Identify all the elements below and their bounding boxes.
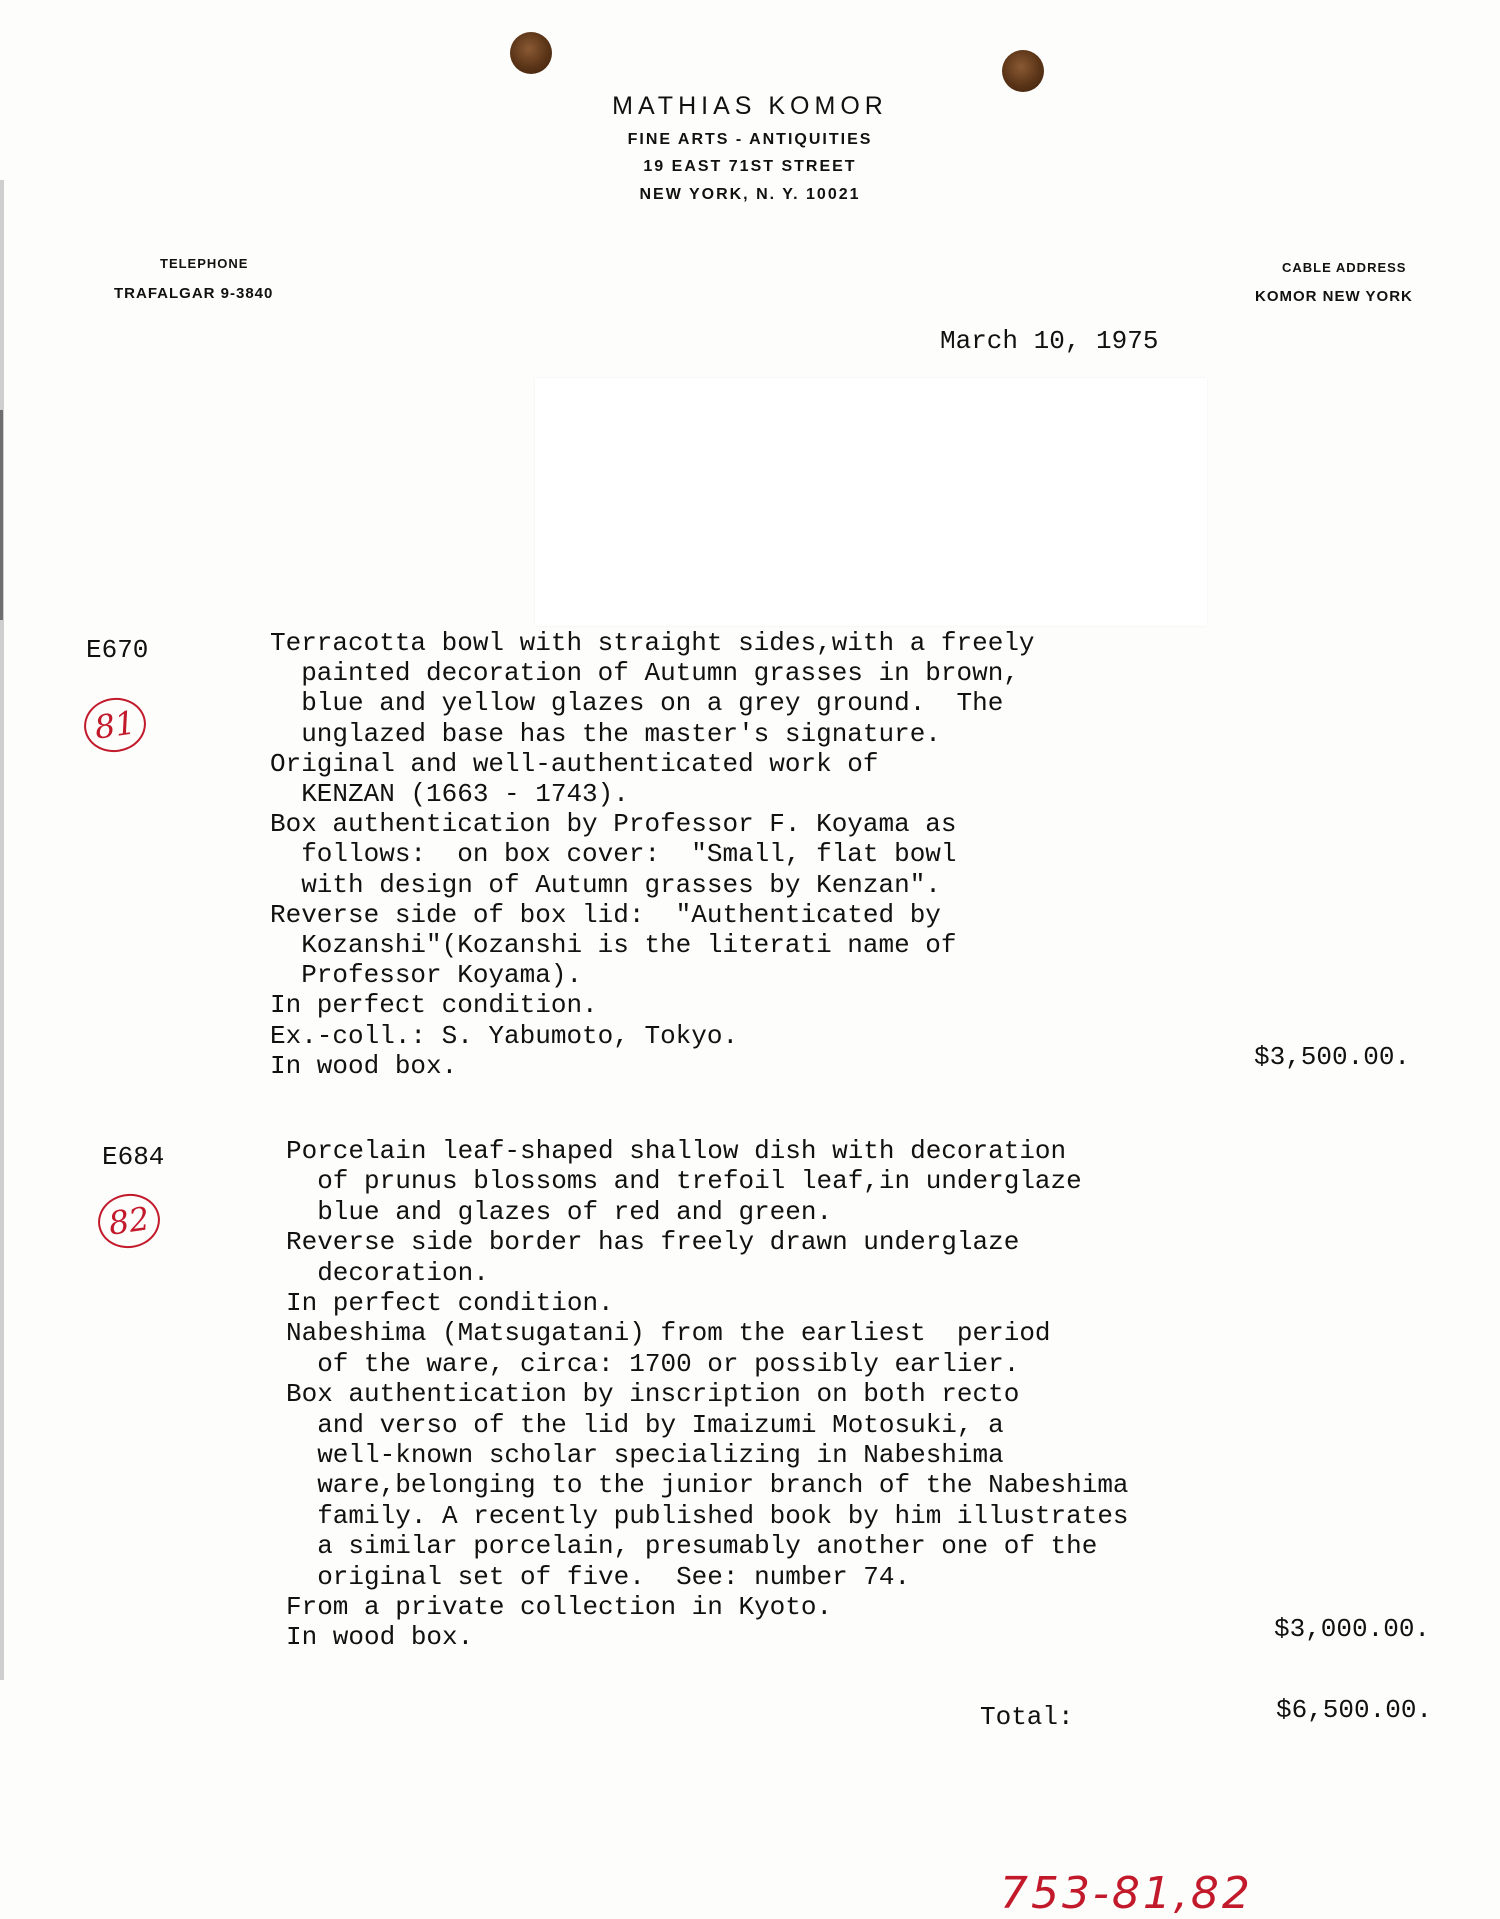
item-description-line: original set of five. See: number 74.	[286, 1561, 911, 1592]
item-description-line: Kozanshi"(Kozanshi is the literati name of	[270, 930, 957, 960]
letterhead-line3: NEW YORK, N. Y. 10021	[639, 186, 861, 203]
item-code: E670	[86, 635, 149, 665]
item-description-line: In wood box.	[270, 1050, 458, 1081]
item-description-line: and verso of the lid by Imaizumi Motosuki, a	[286, 1409, 1004, 1440]
item-circle-number: 81	[81, 694, 150, 756]
item-description-line: Terracotta bowl with straight sides,with a freely	[270, 628, 1035, 658]
telephone-label: TELEPHONE	[160, 256, 249, 271]
item-circle-number: 82	[95, 1190, 164, 1252]
item-description-line: painted decoration of Autumn grasses in brown,	[270, 658, 1019, 689]
item-description-line: In perfect condition.	[270, 990, 598, 1021]
telephone-value: TRAFALGAR 9-3840	[114, 285, 274, 302]
item-description-line: decoration.	[286, 1257, 489, 1288]
handwritten-note: 753-81,82	[1000, 1868, 1253, 1919]
redacted-address-block	[535, 378, 1207, 626]
item-description-line: a similar porcelain, presumably another one of the	[286, 1531, 1098, 1562]
item-price: $3,500.00.	[1254, 1042, 1411, 1072]
item-description-line: well-known scholar specializing in Nabeshima	[286, 1440, 1004, 1470]
item-description-line: family. A recently published book by him illustrates	[286, 1500, 1129, 1531]
scan-edge-dark	[0, 410, 3, 620]
letterhead-name: MATHIAS KOMOR	[612, 92, 888, 120]
item-code: E684	[102, 1142, 165, 1172]
item-description-line: blue and glazes of red and green.	[286, 1196, 833, 1227]
item-description-line: Reverse side of box lid: "Authenticated by	[270, 899, 941, 930]
cable-label: CABLE ADDRESS	[1282, 260, 1407, 275]
item-description-line: Professor Koyama).	[270, 960, 583, 991]
letter-date: March 10, 1975	[940, 326, 1159, 356]
item-description-line: blue and yellow glazes on a grey ground. The	[270, 688, 1004, 719]
letterhead-line2: 19 EAST 71ST STREET	[643, 158, 857, 175]
item-description-line: From a private collection in Kyoto.	[286, 1592, 833, 1622]
item-description-line: Original and well-authenticated work of	[270, 748, 879, 779]
item-description-line: of the ware, circa: 1700 or possibly earlier.	[286, 1348, 1020, 1379]
cable-value: KOMOR NEW YORK	[1255, 288, 1413, 305]
item-description-line: Porcelain leaf-shaped shallow dish with decoration	[286, 1136, 1067, 1166]
item-description-line: of prunus blossoms and trefoil leaf,in underglaze	[286, 1166, 1082, 1197]
item-description-line: ware,belonging to the junior branch of the Nabeshima	[286, 1470, 1129, 1501]
punch-hole-left	[510, 32, 552, 74]
scan-edge	[0, 180, 4, 1680]
item-description-line: Box authentication by inscription on both recto	[286, 1379, 1020, 1410]
total-label: Total:	[980, 1702, 1074, 1732]
item-description-line: follows: on box cover: "Small, flat bowl	[270, 839, 957, 870]
item-description-line: Reverse side border has freely drawn underglaze	[286, 1227, 1020, 1258]
letterhead-line1: FINE ARTS - ANTIQUITIES	[627, 131, 873, 148]
item-description-line: KENZAN (1663 - 1743).	[270, 779, 629, 809]
item-description-line: with design of Autumn grasses by Kenzan".	[270, 869, 941, 900]
item-description-line: Ex.-coll.: S. Yabumoto, Tokyo.	[270, 1020, 739, 1051]
item-description-line: Nabeshima (Matsugatani) from the earliest period	[286, 1318, 1051, 1349]
item-description-line: In wood box.	[286, 1622, 474, 1653]
item-description-line: Box authentication by Professor F. Koyama as	[270, 809, 957, 840]
item-description-line: In perfect condition.	[286, 1288, 614, 1318]
item-description-line: unglazed base has the master's signature.	[270, 718, 941, 749]
total-value: $6,500.00.	[1276, 1695, 1433, 1725]
item-price: $3,000.00.	[1274, 1614, 1431, 1644]
punch-hole-right	[1002, 50, 1044, 92]
